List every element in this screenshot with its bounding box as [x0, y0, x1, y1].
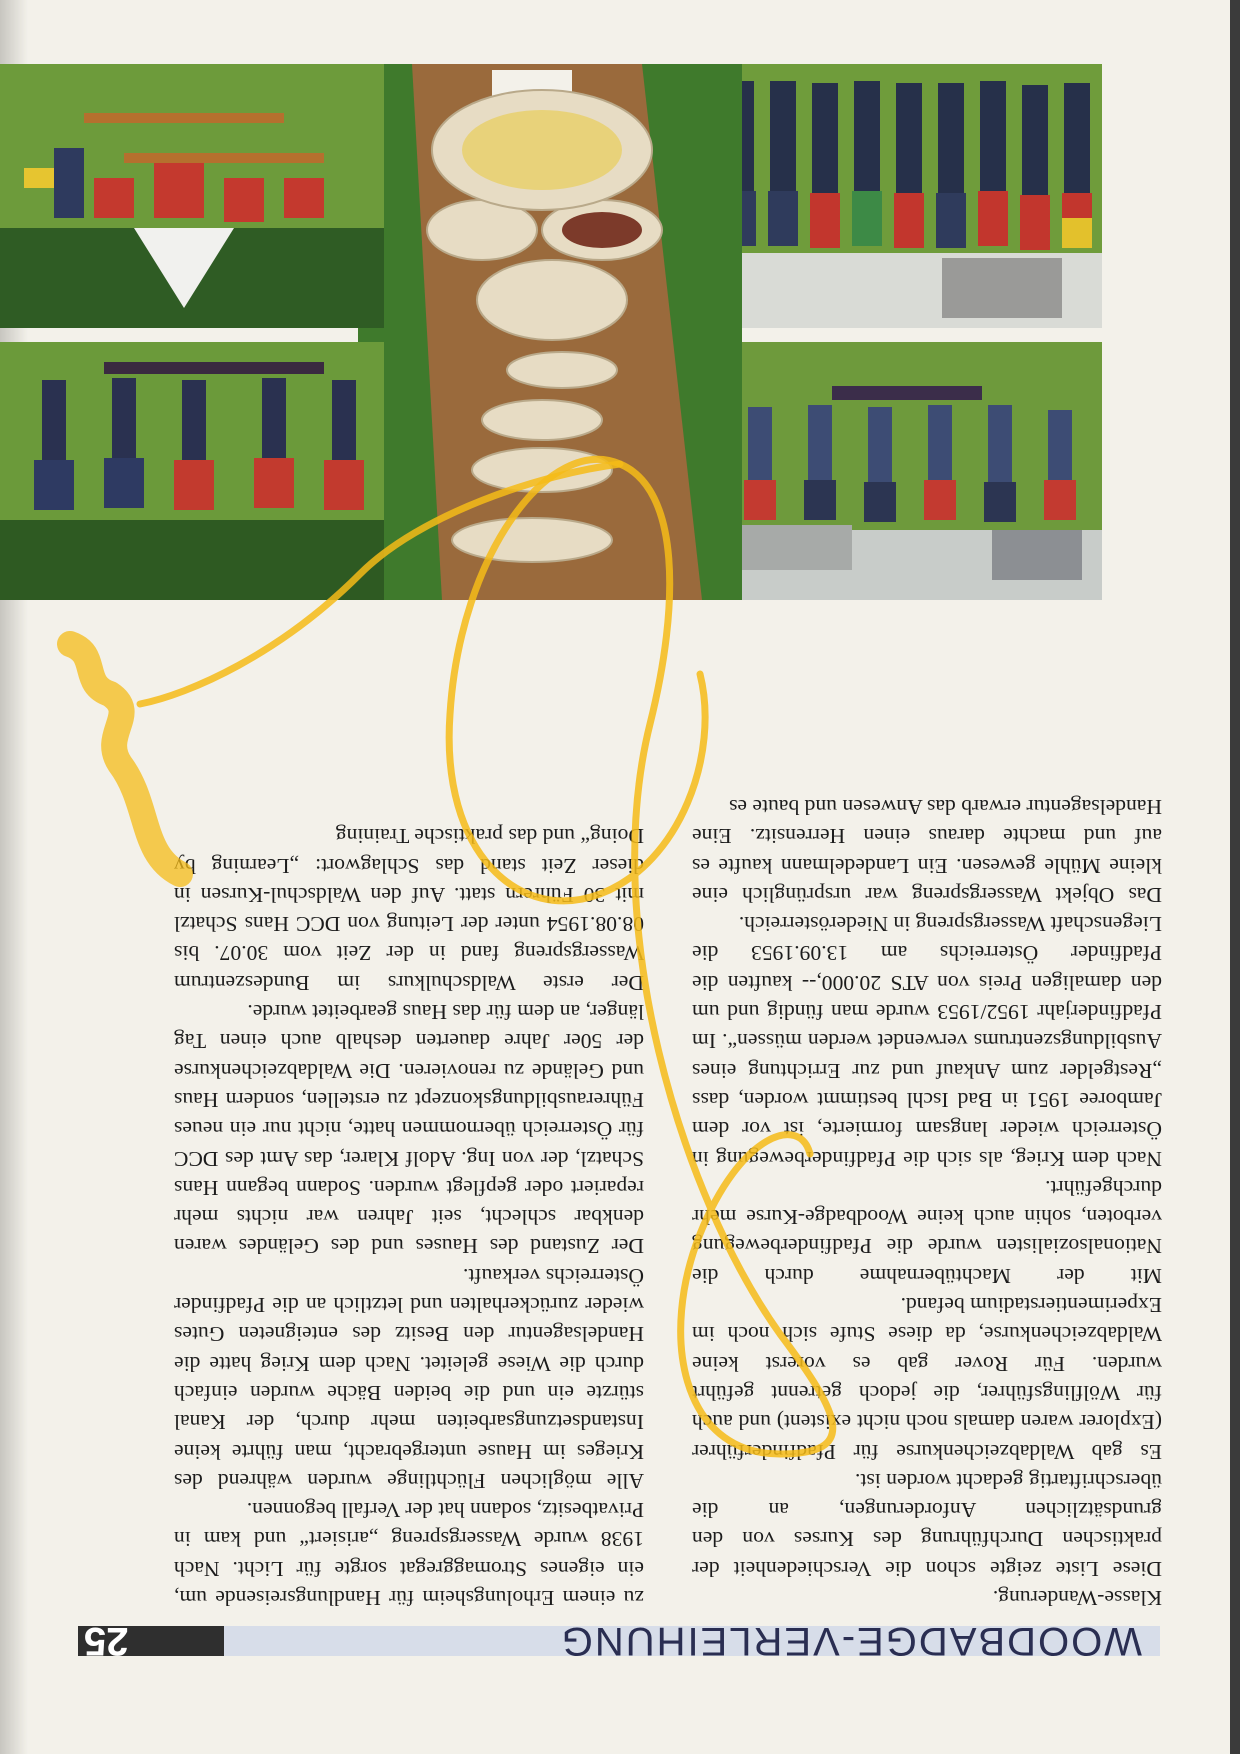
page-number: 25 — [84, 1619, 129, 1663]
paragraph: Alle möglichen Flüchtlinge wurden während des Krieges im Hause untergebracht, man führte keine Instandsetzungsarbeiten mehr durch, der Kanal stürzte ein und die beiden Bäche wurden einfach durch die Wiese geleitet. Nach dem Krieg hatte die Handelsagentur den Besitz des enteigneten Gutes wieder zurückerhalten und letztlich an die Pfadfinder Österreichs verkauft. — [174, 1263, 644, 1493]
group-photo-guitar — [718, 342, 1102, 600]
paragraph: Mit der Machtübernahme durch die Nationalsozialisten wurde die Pfadfinderbewegung verboten, sohin auch keine Woodbadge-Kurse mehr durchgeführt. — [692, 1175, 1162, 1288]
paragraph: Diese Liste zeigte schon die Verschiedenheit der praktischen Durchführung des Kurses von den grundsätzlichen Anforderungen, an die überschriftartig gedacht worden ist. — [692, 1468, 1162, 1581]
page-title: WOODBADGE-VERLEIHUNG — [559, 1619, 1142, 1663]
text-column-left — [692, 792, 1162, 1612]
paragraph: Der erste Waldschulkurs im Bundeszentrum Wassergspreng fand in der Zeit vom 30.07. bis 08.08.1954 unter der Leitung von DCC Hans Schatzl mit 30 Führern statt. Auf den Waldschul-Kursen in dieser Zeit stand das Schlagwort: „Learning by Doing“ und das praktische Training — [174, 824, 644, 995]
paragraph: Es gab Waldabzeichenkurse für Pfadfinderführer (Explorer waren damals noch nicht existent) und auch für Wölflingsführer, die jedoch getrennt geführt wurden. Für Rover gab es vorerst keine Waldabzeichenkurse, da diese Stufe sich noch im Experimentierstadium befand. — [692, 1293, 1162, 1464]
paragraph: zu einem Erholungsheim für Handlungsreisende um, ein eigenes Stromaggregat sorgte für Licht. Nach 1938 wurde Wassergspreng „arisiert“ und kam in Privatbesitz, sodann hat der Verfall begonnen. — [174, 1498, 644, 1610]
paragraph: Klasse-Wanderung. — [992, 1586, 1162, 1610]
paragraph: Nach dem Krieg, als sich die Pfadfinderbewegung in Österreich wieder langsam formierte, ist vor dem Jamboree 1951 in Bad Ischl bestimmt worden, dass „Restgelder zum Ankauf und zur Errichtung eines Ausbildungszentrums verwendet werden müssen“. Im Pfadfinderjahr 1952/1953 wurde man fündig und um den damaligen Preis von ATS 20.000,-- kauften die Pfadfinder Österreichs am 13.09.1953 die Liegenschaft Wassergspreng in Niederösterreich. — [692, 912, 1162, 1171]
group-photo-standing — [0, 342, 384, 600]
group-photo-row — [718, 64, 1102, 328]
text-column-right — [174, 821, 644, 1612]
buffet-photo — [358, 64, 742, 600]
group-photo-tables — [0, 64, 384, 328]
paragraph: Das Objekt Wassergspreng war ursprünglich eine kleine Mühle gewesen. Ein Landedelmann kaufte es auf und machte daraus einen Herrensitz. Eine Handelsagentur erwarb das Anwesen und baute es — [692, 794, 1162, 907]
paragraph: Der Zustand des Hauses und des Geländes waren denkbar schlecht, seit Jahren war nichts mehr repariert oder gepflegt wurden. Sodann begann Hans Schatzl, der von Ing. Adolf Klarer, das Amt des DCC für Österreich übernommen hatte, nicht nur ein neues Führerausbildungskonzept zu erstellen, sondern Haus und Gelände zu renovieren. Die Waldabzeichenkurse der 50er Jahre dauerten deshalb auch einen Tag länger, an dem für das Haus gearbeitet wurde. — [174, 1000, 644, 1259]
